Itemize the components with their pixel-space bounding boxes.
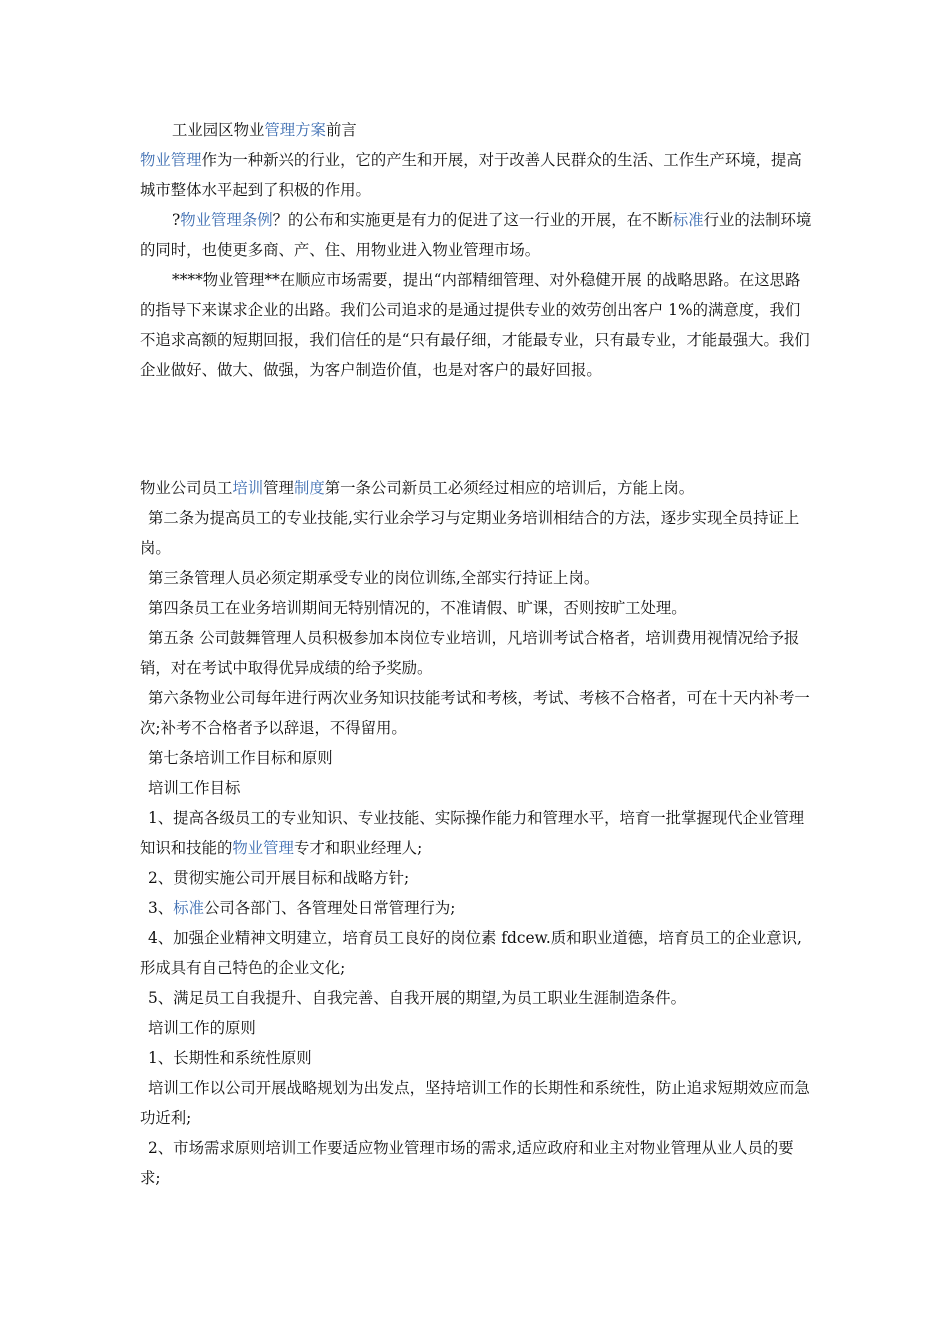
goal-text: 5、满足员工自我提升、自我完善、自我开展的期望,为员工职业生涯制造条件。	[148, 989, 686, 1007]
rules-heading	[140, 473, 812, 503]
paragraph-text: 行业的法制环境的同时，也使更多商、产、住、用物业进入物业管理市场。	[140, 211, 812, 259]
paragraph-text: ?	[172, 211, 181, 229]
subheading-text: 培训工作的原则	[148, 1019, 256, 1037]
goal-4	[140, 923, 812, 983]
training-rules-section	[140, 473, 812, 1193]
article-3	[140, 563, 812, 593]
link-property-management[interactable]: 物业管理	[140, 151, 202, 169]
goals-title	[140, 773, 812, 803]
goal-text: 专才和职业经理人;	[293, 839, 423, 857]
article-text: 第二条为提高员工的专业技能,实行业余学习与定期业务培训相结合的方法，逐步实现全员持证上岗。	[140, 509, 800, 557]
link-property-management[interactable]: 物业管理	[232, 839, 294, 857]
principle-text: 2、市场需求原则培训工作要适应物业管理市场的需求,适应政府和业主对物业管理从业人员的要求;	[140, 1139, 794, 1187]
doc-title	[140, 115, 812, 145]
article-text: 第四条员工在业务培训期间无特别情况的，不准请假、旷课，否则按旷工处理。	[148, 599, 687, 617]
article-5	[140, 623, 812, 683]
goal-text: 3、	[148, 899, 174, 917]
principle-text: 培训工作以公司开展战略规划为出发点，坚持培训工作的长期性和系统性，防止追求短期效应而急功近利;	[140, 1079, 810, 1127]
principle-1-title	[140, 1043, 812, 1073]
link-training[interactable]: 培训	[232, 479, 264, 497]
heading-text: 物业公司员工	[140, 479, 233, 497]
title-suffix: 前言	[325, 121, 357, 139]
article-text: 第七条培训工作目标和原则	[148, 749, 333, 767]
link-system[interactable]: 制度	[293, 479, 325, 497]
article-1-text: 第一条公司新员工必须经过相应的培训后，方能上岗。	[324, 479, 695, 497]
link-standard[interactable]: 标准	[672, 211, 704, 229]
principles-title	[140, 1013, 812, 1043]
article-7	[140, 743, 812, 773]
paragraph-text: 作为一种新兴的行业，它的产生和开展，对于改善人民群众的生活、工作生产环境，提高城市整体水平起到了积极的作用。	[140, 151, 802, 199]
title-text: 工业园区物业	[172, 121, 265, 139]
goal-text: 4、加强企业精神文明建立，培育员工良好的岗位素 fdcew.质和职业道德，培育员工的企业意识,形成具有自己特色的企业文化;	[140, 929, 802, 977]
link-standard[interactable]: 标准	[173, 899, 204, 917]
subheading-text: 培训工作目标	[148, 779, 241, 797]
goal-3	[140, 893, 812, 923]
heading-text: 管理	[263, 479, 294, 497]
article-text: 第三条管理人员必须定期承受专业的岗位训练,全部实行持证上岗。	[148, 569, 600, 587]
principle-2	[140, 1133, 812, 1193]
principle-1-text	[140, 1073, 812, 1133]
intro-paragraph-1	[140, 145, 812, 205]
article-6	[140, 683, 812, 743]
goal-text: 公司各部门、各管理处日常管理行为;	[203, 899, 456, 917]
link-management-plan[interactable]: 管理方案	[264, 121, 326, 139]
goal-text: 1、提高各级员工的专业知识、专业技能、实际操作能力和管理水平，培育一批掌握现代企业管理知识和技能的	[140, 809, 805, 857]
goal-1	[140, 803, 812, 863]
article-4	[140, 593, 812, 623]
paragraph-text: ？的公布和实施更是有力的促进了这一行业的开展，在不断	[272, 211, 673, 229]
intro-paragraph-2	[140, 205, 812, 265]
intro-paragraph-3: ****物业管理**在顺应市场需要，提出“内部精细管理、对外稳健开展 的战略思路。在这思路的指导下来谋求企业的出路。我们公司追求的是通过提供专业的效劳创出客户 1%的满意度，我们不追求高额的短期回报，我们信任的是“只有最仔细，才能最专业，只有最专业，才能最强大。我们企业做好、做大、做强，为客户制造价值，也是对客户的最好回报。	[140, 271, 810, 379]
goal-2	[140, 863, 812, 893]
goal-text: 2、贯彻实施公司开展目标和战略方针;	[148, 869, 410, 887]
intro-section	[140, 115, 812, 385]
article-text: 第六条物业公司每年进行两次业务知识技能考试和考核，考试、考核不合格者，可在十天内补考一次;补考不合格者予以辞退，不得留用。	[140, 689, 810, 737]
article-2	[140, 503, 812, 563]
link-regulations[interactable]: 物业管理条例	[180, 211, 273, 229]
goal-5	[140, 983, 812, 1013]
article-text: 第五条 公司鼓舞管理人员积极参加本岗位专业培训，凡培训考试合格者，培训费用视情况给予报销，对在考试中取得优异成绩的给予奖励。	[140, 629, 800, 677]
principle-text: 1、长期性和系统性原则	[148, 1049, 312, 1067]
